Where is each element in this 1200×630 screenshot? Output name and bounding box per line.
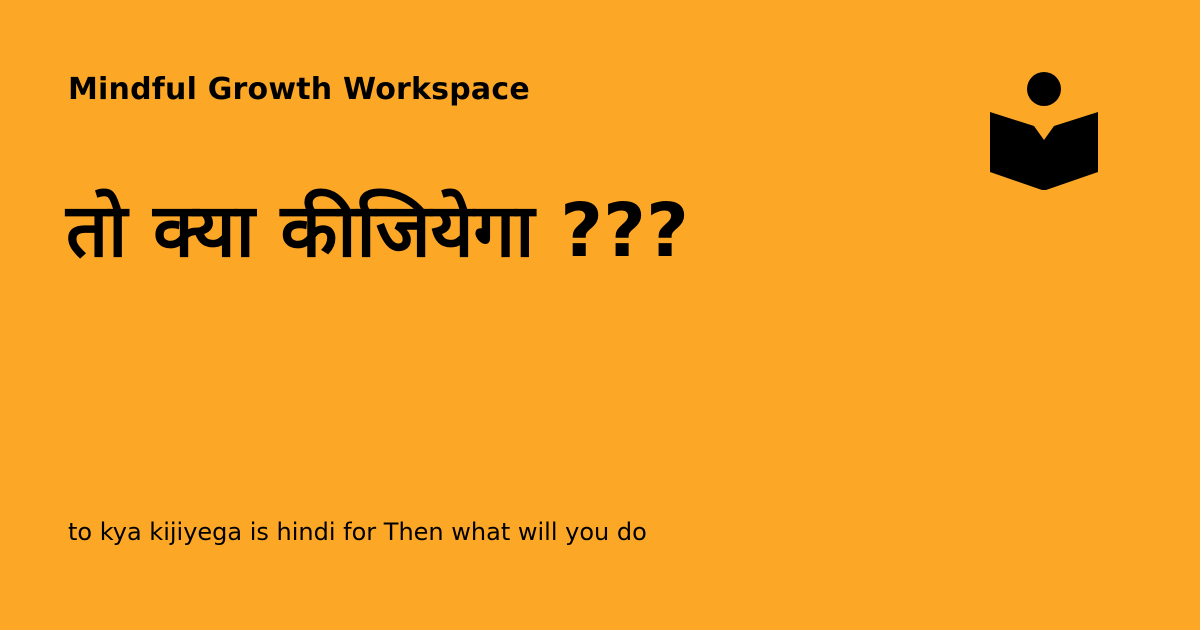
caption-text: to kya kijiyega is hindi for Then what will you do: [68, 518, 647, 546]
headline: तो क्या कीजियेगा ???: [66, 188, 689, 274]
brand-name: Mindful Growth Workspace: [68, 72, 530, 107]
reader-head: [1027, 72, 1061, 106]
reader-book-icon: [988, 70, 1100, 196]
open-book: [990, 112, 1098, 190]
